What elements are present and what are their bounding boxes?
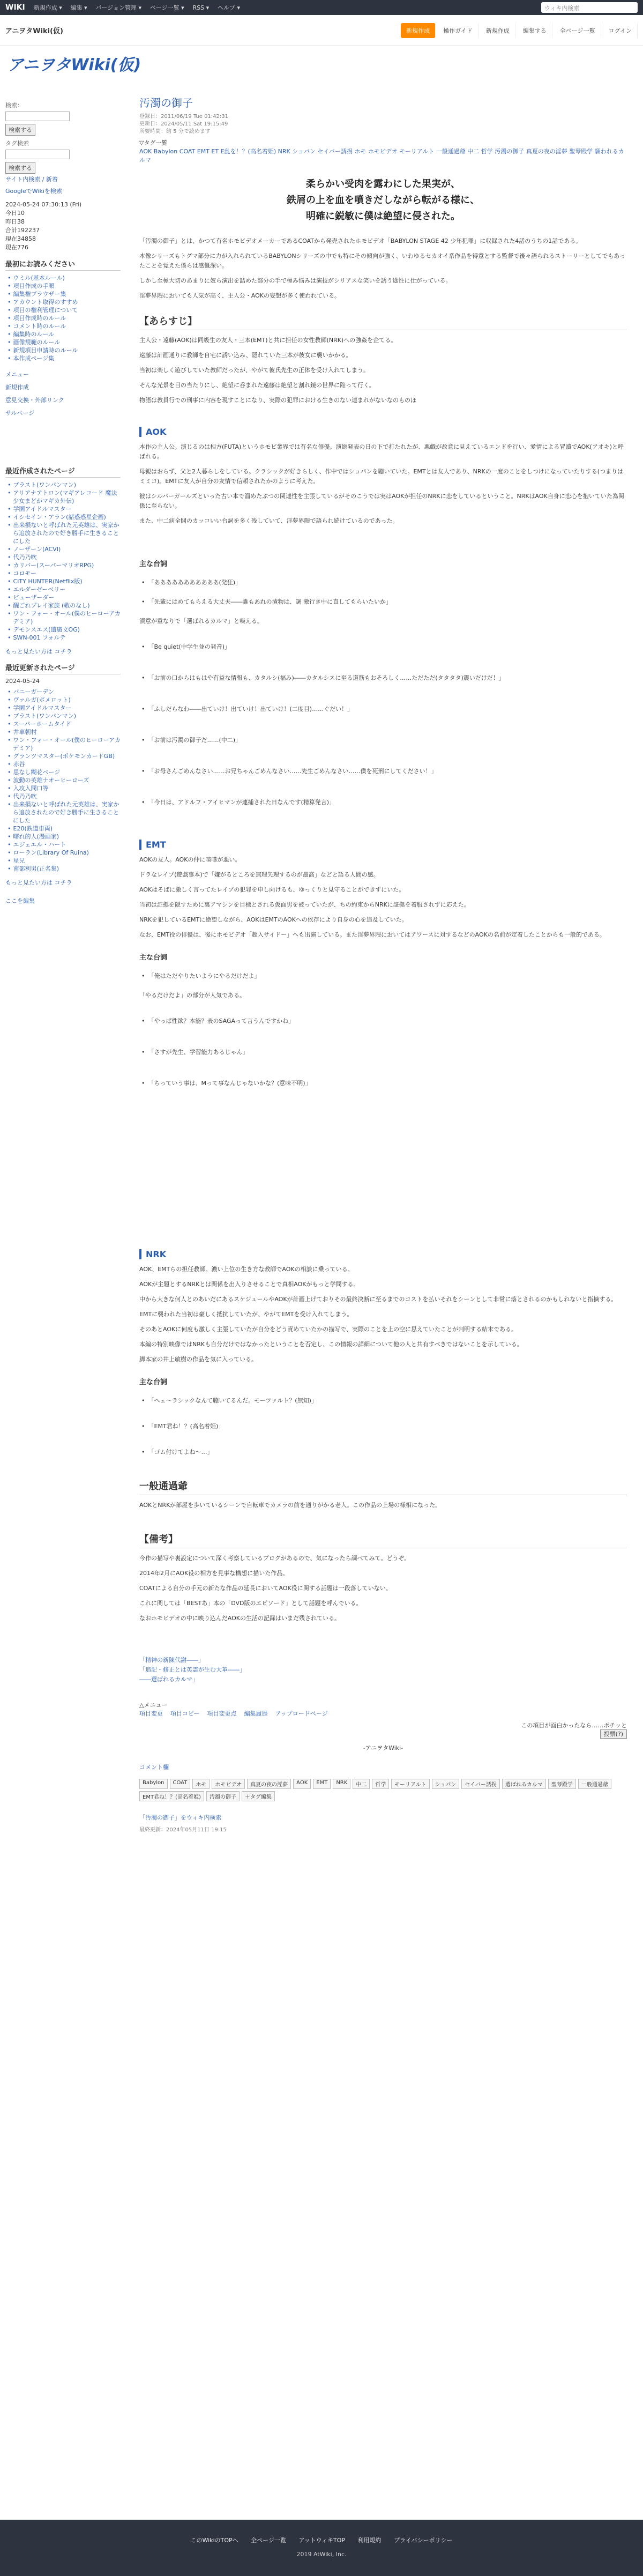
stat-current: 現在34858: [5, 235, 36, 242]
list-item[interactable]: 項目作成の手順: [13, 283, 55, 289]
list-item[interactable]: 代乃乃吹: [13, 793, 37, 800]
emt-paragraph: AOKはそばに激しく言ってたレイプの犯罪を申し向けるも、ゆっくりと見守ることができずにいた。: [139, 886, 405, 893]
list-item[interactable]: CITY HUNTER(Netflix版): [13, 578, 83, 585]
emt-paragraph: NRKを犯しているEMTに絶望しながら、AOKはEMTのAOKへの依存により自身の心を追及していた。: [139, 916, 408, 923]
tag[interactable]: AOK: [293, 1779, 311, 1789]
list-item[interactable]: ブラスト(ワンパンマン): [13, 712, 76, 719]
site-name[interactable]: アニヲタWiki(仮): [5, 27, 63, 35]
menu-help[interactable]: ヘルプ ▾: [217, 4, 240, 11]
tag[interactable]: ホモビデオ: [212, 1779, 245, 1789]
atwiki-logo[interactable]: WIKI: [5, 3, 25, 12]
list-item[interactable]: 編集権ブラウザー集: [13, 291, 66, 298]
synopsis-heading: 【あらすじ】: [139, 314, 627, 330]
notes-paragraph: なおホモビデオの中に映り込んだAOKの生活の記録はいまだ残されている。: [139, 1615, 340, 1622]
more-updated-link[interactable]: もっと見たい方は コチラ: [5, 879, 72, 886]
list-item[interactable]: 新規項目申請時のルール: [13, 347, 78, 354]
login-button[interactable]: ログイン: [603, 23, 638, 38]
emt-paragraph: 当初は証拠を隠すために裏アマシンを目標とされる仮面男を被っていたが、ちの約束からNRKに証拠を着服されずに応えた。: [139, 901, 470, 908]
intro-paragraph: 本像シリーズもトグマ部分に力が入れられているBABYLONシリーズの中でも特にその傾向が強く、いわゆるセカオイ系作品を得意とする監督で後々語られるストーリーとしてでもあったことを覚えた僕らは感慨深い。: [139, 253, 626, 269]
sidebar: [0, 94, 126, 909]
tag[interactable]: 哲学: [372, 1779, 389, 1789]
opening-quote: [139, 176, 627, 225]
list-item[interactable]: ヴァルガ(ポメロット): [13, 696, 71, 703]
list-item[interactable]: ローラン(Library Of Ruina): [13, 849, 89, 856]
stat-total: 合計192237: [5, 227, 40, 234]
guide-button[interactable]: 操作ガイド: [438, 23, 478, 38]
site-title[interactable]: アニヲタWiki(仮): [8, 56, 141, 75]
quote-item: • 「お前の口からはもはや有益な情報も、カタルシ(福み)――カタルシスに至る道筋もおそろしく……ただただ(タタタタ)震いだけだ！」: [147, 673, 627, 683]
nrk-quotes-heading: 主な台詞: [139, 1378, 168, 1386]
quote-note: 漬意が重なりで「選ばれるカルマ」と喋える。: [139, 618, 263, 625]
list-item[interactable]: デモンスエス(遺廣文OG): [13, 626, 80, 633]
synopsis-paragraph: 主人公・遠藤(AOK)は同級生の友人・三本(EMT)と共に担任の女性教師(NRK)への強姦を企てる。: [139, 337, 397, 344]
menu-link[interactable]: 項目コピー: [170, 1710, 200, 1717]
list-item[interactable]: 南部利男(正名集): [13, 865, 59, 872]
create-button[interactable]: 新規作成: [481, 23, 515, 38]
synopsis-paragraph: 当初は楽しく遊びしていた教師だったが、やがて彼氏先生の正体を受け入れてしまう。: [139, 367, 369, 374]
quote-line: 鉄屑の上を血を噴きだしながら転がる様に、: [287, 195, 480, 206]
tag[interactable]: 一般通過爺: [578, 1779, 611, 1789]
nav-new[interactable]: 新規作成: [5, 384, 29, 391]
tag-line[interactable]: AOK Babylon COAT EMT ET E乱を！？(高名着姫) NRK ショパン セイバー誘拐 ホモ ホモビデオ モーリアルト 一般通過爺 中二 哲学 汚濁の御子 真夏の夜の淫夢 聖琴殿学 願われるカルマ: [139, 148, 624, 164]
more-created-link[interactable]: もっと見たい方は コチラ: [5, 648, 72, 655]
wiki-search-input[interactable]: ウィキ内検索: [541, 2, 638, 13]
updated-date: 更新日：2024/05/11 Sat 19:15:49: [139, 121, 228, 127]
list-item[interactable]: グランツマスター(ポケモンカードGB): [13, 753, 115, 760]
list-item[interactable]: 編集時のルール: [13, 331, 55, 338]
list-item[interactable]: 代乃乃吹: [13, 554, 37, 561]
tag[interactable]: Babylon: [139, 1779, 168, 1789]
list-item[interactable]: SWN-001 フォルテ: [13, 634, 66, 641]
list-item[interactable]: 思なし糊花ページ: [13, 769, 61, 776]
menu-edit[interactable]: 編集 ▾: [70, 4, 87, 11]
list-item[interactable]: 曙れ的人(漫画家): [13, 833, 59, 840]
tag[interactable]: セイバー誘拐: [461, 1779, 500, 1789]
list-item[interactable]: アリアナアトロン(マギアレコード 魔法少女まどかマギカ外伝): [13, 489, 117, 504]
tag[interactable]: 選ばれるカルマ: [502, 1779, 546, 1789]
read-first-list: [5, 274, 121, 362]
quote-note: 「やるだけだよ」の部分が人気である。: [139, 992, 245, 999]
tag[interactable]: ショパン: [432, 1779, 460, 1789]
stat-yesterday: 昨日38: [5, 218, 25, 225]
aok-quotes-heading: 主な台詞: [139, 560, 168, 568]
tag-edit-button[interactable]: ＋タグ編集: [242, 1791, 275, 1801]
aok-paragraph: 彼はシルバーガールズといった古い本で溜めたぶつの関連性を主張しているがそのこうでは実はAOKが担任のNRKに恋をしているということ。NRKはAOK自身に恋心を抱いていた為関係に至らない。: [139, 493, 624, 509]
list-item[interactable]: ワン・フォー・オール(僕のヒーローアカデミア): [13, 737, 121, 752]
list-item[interactable]: ウミル(基本ルール): [13, 274, 65, 281]
synopsis-paragraph: 遠藤は計画通りに教師を自宅に誘い込み、隠れていた三本が彼女に襲いかかる。: [139, 352, 352, 359]
emt-paragraph: AOKの友人。AOKの仲に喧嘩が悪い。: [139, 856, 241, 863]
list-item[interactable]: 波動の英雄ナオーヒーローズ: [13, 777, 89, 784]
list-item[interactable]: 入攻入間口等: [13, 785, 49, 792]
nrk-paragraph: EMTに襲われた当初は豪しく抵抗していたが、やがてEMTを受け入れてしまう。: [139, 1311, 353, 1318]
vote-text: この項目が面白かったなら……ポチッと: [521, 1722, 627, 1729]
footer-link[interactable]: このWikiのTOPへ: [190, 2537, 238, 2544]
created-date: 登録日：2011/06/19 Tue 01:42:31: [139, 114, 228, 120]
all-pages-button[interactable]: 全ページ一覧: [555, 23, 601, 38]
quote-item: • 「お母さんごめんなさい……お兄ちゃんごめんなさい……先生ごめんなさい……僕を死刑にしてください！」: [147, 767, 627, 776]
tag-search-label: タグ検索: [5, 140, 29, 147]
list-item[interactable]: 井車朝村: [13, 729, 37, 736]
aok-heading: AOK: [139, 427, 627, 437]
quote-item: • 「先輩にはめてもらえる大丈夫――誰もあれの漬物は、調 激行き中に直してもらいたいか」: [147, 597, 627, 607]
read-first-heading: 最初にお読みください: [5, 258, 121, 271]
notes-paragraph: 今作の描写や裏設定について深く考察しているブログがあるので、気になったら調べてみて。どうぞ。: [139, 1555, 410, 1562]
nav-subpages[interactable]: サルページ: [5, 410, 35, 417]
list-item[interactable]: 赤谷: [13, 761, 25, 768]
quote-line: 明確に鋭敏に僕は絶望に侵された。: [306, 211, 460, 222]
last-updated: 最終更新：2024年05月11日 19:15: [139, 1827, 227, 1833]
intro-paragraph: しかし至極大切のあまりに奴ら演出を詰めた部分の手で極み悩みは演技がシリアスな笑いを誘う途性に仕がっている。: [139, 277, 452, 284]
comment-toggle[interactable]: コメント欄: [139, 1764, 169, 1771]
google-search-link[interactable]: GoogleでWikiを検索: [5, 188, 62, 195]
list-item[interactable]: 出来損ないと呼ばれた元英雄は、実家から追放されたので好き勝手に生きることにした: [13, 801, 119, 824]
vote-button[interactable]: 投票(?): [600, 1729, 627, 1739]
list-item[interactable]: アカウント取得のすすめ: [13, 299, 78, 306]
list-item[interactable]: ワン・フォー・オール(僕のヒーローアカデミア): [13, 610, 121, 625]
nrk-paragraph: そのあとAOKに何度も激しく主張していたが自分をどう責めていたかの描写で、実際のことを上の空に思えていたことが判明する結末である。: [139, 1326, 517, 1333]
access-stats: [5, 201, 121, 252]
tag-area: [139, 139, 627, 165]
emt-paragraph: ドラなレイプ(遊戯事本)で「嫌がるところを無理矢理するのが最高」などと語る人間の感。: [139, 871, 379, 878]
intro-paragraph: 淫夢界隈においても人気が高く、主人公・AOKの妄想が多く使われている。: [139, 292, 340, 299]
list-item[interactable]: バニーガーデン: [13, 688, 55, 695]
menu-link[interactable]: 編集履歴: [244, 1710, 268, 1717]
quote-item: • 「あああああああああああ(発狂)」: [147, 578, 627, 588]
tag[interactable]: COAT: [170, 1779, 191, 1789]
list-item[interactable]: ノーザーン(ACVI): [13, 546, 61, 553]
nrk-paragraph: AOK、EMTらの担任教師。濃い上位の生き方な教師でAOKの相談に乗っている。: [139, 1266, 354, 1273]
list-item[interactable]: 醒ごれプレイ家族 (敬のなし): [13, 602, 90, 609]
notes-paragraph: 2014年2月にAOK役の相方を見事な構想に描いた作品。: [139, 1570, 289, 1577]
emt-paragraph: なお、EMT役の俳優は、後にホモビデオ「超入サイドー」へも出演している。また淫夢界隈においてはアワースに対するなどのAOKの名前が定着したことからも一般的である。: [139, 931, 605, 938]
tag[interactable]: 真夏の夜の淫夢: [247, 1779, 291, 1789]
tag-list-toggle[interactable]: ▽タグ一覧: [139, 139, 168, 146]
site-title-area: [8, 51, 634, 79]
list-item[interactable]: コメント時のルール: [13, 323, 66, 330]
closing-link[interactable]: 「精神の新陳代謝――」: [139, 1657, 204, 1664]
menu-link[interactable]: 項目変更: [139, 1710, 163, 1717]
footer-link[interactable]: プライバシーポリシー: [394, 2537, 453, 2544]
menu-version[interactable]: バージョン管理 ▾: [95, 4, 142, 11]
notes-heading: 【備考】: [139, 1532, 627, 1548]
nav-menu[interactable]: メニュー: [5, 371, 29, 378]
aok-paragraph: また、中二病全開のカッコいい台詞を多く残していて、淫夢界隈で語られ続けているのであった。: [139, 517, 399, 524]
page-menu: [139, 1701, 627, 1718]
article-meta: [139, 113, 627, 136]
synopsis-paragraph: そんな光景を目の当たりにし、絶望に呑まれた遠藤は絶望と割れ鏡の世界に陥って行く。: [139, 382, 375, 389]
closing-link[interactable]: ――選ばれるカルマ」: [139, 1676, 198, 1683]
list-item[interactable]: カリバー(スーパーマリオRPG): [13, 562, 94, 569]
aok-paragraph: 本作の主人公。演じるのは相方(FUTA)というホモビ業界では有名な俳優。演総発表の日の下で打たれたが、悪戯が故意に見えているエンドを行い、愛情による冒瀆でAOK(アオキ)と呼ばれる。: [139, 443, 624, 460]
tag[interactable]: 聖琴殿学: [548, 1779, 576, 1789]
updated-date: 2024-05-24: [5, 678, 40, 685]
footer-link[interactable]: 全ページ一覧: [251, 2537, 286, 2544]
emt-quotes-heading: 主な台詞: [139, 954, 168, 962]
sidebar-tag-input[interactable]: [5, 150, 70, 159]
search-label: 検索：: [5, 102, 23, 109]
list-item[interactable]: コロモー: [13, 570, 37, 577]
quote-item: • 「お前は汚濁の御子だ……(中二)」: [147, 736, 627, 745]
list-item[interactable]: 出来損ないと呼ばれた元英雄は、実家から追放されたので好き勝手に生きることにした: [13, 522, 119, 545]
list-item[interactable]: エルダーゼーベリー: [13, 586, 66, 593]
list-item[interactable]: ブラスト(ワンパンマン): [13, 481, 76, 488]
article-main: [134, 94, 632, 1833]
closing-link[interactable]: 「追記・修正とは英霊が生む大革――」: [139, 1666, 245, 1673]
quote-item: • 「ちっていう事は、Mって事なんじゃないかな？(意味不明)」: [147, 1079, 627, 1088]
quote-item: • 「さすが先生、学習能力あるじゃん」: [147, 1048, 627, 1057]
wiki-name: -アニヲタWiki-: [363, 1744, 403, 1751]
bottom-tag-list: [139, 1779, 627, 1801]
read-time: 所要時間：約 5 分で読めます: [139, 129, 211, 135]
footer-link[interactable]: 利用規約: [357, 2537, 382, 2544]
ippan-paragraph: AOKとNRKが部屋を歩いているシーンで自転車でカメラの前を通りがかる老人。この作品の上場の様相になった。: [139, 1502, 442, 1509]
tag[interactable]: 汚濁の御子: [206, 1791, 240, 1801]
list-item[interactable]: 学園アイドルマスター: [13, 704, 72, 711]
top-menu: [34, 3, 246, 12]
quote-item: • 「俺はただやりたいようにやるだけだよ」: [147, 971, 627, 981]
quote-item: • 「今日は、アドルフ・アイヒマンが連捕された日なんです(精算発言)」: [147, 798, 627, 807]
top-navbar: [0, 0, 643, 15]
stat-today: 今日10: [5, 210, 25, 217]
intro-paragraph: 「汚濁の御子」とは、かつて有名ホモビデオメーカーであるCOATから発売されたホモビデオ「BABYLON STAGE 42 少年犯罪」に収録された4話のうちの1話である。: [139, 237, 582, 244]
list-item[interactable]: ビューザーダー: [13, 594, 55, 601]
recent-created-heading: 最近作成されたページ: [5, 465, 121, 478]
tag[interactable]: EMT: [313, 1779, 331, 1789]
nrk-paragraph: AOKが主題とするNRKとは関係を出入りさせることで真相AOKがもっと学問する。: [139, 1281, 360, 1288]
list-item[interactable]: 項目作成時のルール: [13, 315, 66, 322]
quote-item: • 「Be quiet(中学生並の発音)」: [147, 642, 627, 652]
stat-date: 2024-05-24 07:30:13 (Fri): [5, 201, 82, 208]
tag[interactable]: EMT君ね！？(高名着姫): [139, 1791, 204, 1801]
quote-item: • 「EMT君ね！？(高名着姫)」: [147, 1422, 627, 1431]
tag[interactable]: ホモ: [192, 1779, 210, 1789]
list-item[interactable]: エジェエル・ハート: [13, 841, 66, 848]
notes-paragraph: COATによる自分の手元の新たな作品の延長においてAOK役に関する話題は一段落していない。: [139, 1585, 392, 1592]
list-item[interactable]: イシセイン・アラン(諸惑惑星企画): [13, 514, 106, 521]
menu-rss[interactable]: RSS ▾: [192, 4, 210, 11]
quote-item: • 「ゴム付けてよね〜…」: [147, 1447, 627, 1457]
list-item[interactable]: 星兄: [13, 857, 25, 864]
stat-online: 現在776: [5, 244, 28, 251]
recent-created-list: [5, 481, 121, 642]
new-page-button[interactable]: 新規作成: [401, 23, 436, 38]
closing-links: [139, 1656, 627, 1684]
sidebar-wiki-links[interactable]: サイト内検索 / 新着: [5, 176, 58, 183]
nrk-paragraph: 脚本家の井上敏樹の作品を気に入っている。: [139, 1356, 257, 1363]
quote-item: • 「やっぱ性欲？本能？表のSAGAって言うんですかね」: [147, 1016, 627, 1026]
emt-heading: EMT: [139, 840, 627, 850]
recent-updated-heading: 最近更新されたページ: [5, 662, 121, 674]
vote-area: [139, 1721, 627, 1738]
tag[interactable]: 中二: [353, 1779, 370, 1789]
notes-paragraph: これに関しては「BESTあ」本の「DVD版のエピソード」として話題を呼んでいる。: [139, 1600, 362, 1607]
copyright: 2019 AtWiki, Inc.: [296, 2551, 347, 2558]
tag[interactable]: モーリアルト: [391, 1779, 429, 1789]
aok-paragraph: 母親はおらず、父と2人暮らしをしている。クラシックが好きらしく、作中ではショパンを聴いていた。EMTとは友人であり、NRKの一度のことをしつけになっていたりする(つまりはミミコ)。EMTに友人が自分の友情で信頼されたかのように考えた。: [139, 468, 623, 485]
related-search-link[interactable]: 「汚濁の御子」をウィキ内検索: [139, 1814, 222, 1821]
list-item[interactable]: E20(鉄道車両): [13, 825, 53, 832]
site-toolbar: [0, 15, 643, 46]
menu-label: △メニュー: [139, 1702, 168, 1709]
list-item[interactable]: スーパーホームタイド: [13, 721, 72, 727]
sidebar-search-button[interactable]: 検索する: [5, 124, 35, 136]
quote-item: • 「ヘェ〜ラシックなんて聴いてるんだ。モーツァルト？(無知)」: [147, 1396, 627, 1406]
list-item[interactable]: 項目の権利管理について: [13, 307, 78, 314]
menu-link[interactable]: 項目変更点: [207, 1710, 237, 1717]
nrk-heading: NRK: [139, 1249, 627, 1259]
quote-line: 柔らかい受肉を露わにした果実が、: [306, 179, 460, 190]
list-item[interactable]: 画像規範のルール: [13, 339, 61, 346]
menu-link[interactable]: アップロードページ: [275, 1710, 328, 1717]
menu-pages[interactable]: ページ一覧 ▾: [149, 4, 184, 11]
synopsis-paragraph: 物語は教員行での刑事に内容を現すことになり、実際の犯罪における生きのない連まれがないなのものほ: [139, 397, 416, 404]
recent-updated-list: [5, 688, 121, 873]
page-footer: [0, 2520, 643, 2576]
sidebar-search-input[interactable]: [5, 112, 70, 121]
sidebar-tag-button[interactable]: 検索する: [5, 162, 35, 174]
quote-item: • 「ふしだらなわ――出ていけ！出ていけ！出ていけ！(二度目)……ぐだい！」: [147, 704, 627, 714]
tag[interactable]: NRK: [333, 1779, 350, 1789]
ippan-heading: 一般通過爺: [139, 1479, 627, 1495]
menu-new[interactable]: 新規作成 ▾: [33, 4, 62, 11]
edit-sidebar-link[interactable]: ここを編集: [5, 897, 35, 904]
list-item[interactable]: 学園アイドルマスター: [13, 506, 72, 513]
nrk-paragraph: 本編の特別映像ではNRKも自分だけではなかったということを否定し、この情報の詳細について他の人と共有すべきではないことを示している。: [139, 1341, 523, 1348]
nrk-paragraph: 中から大きな何人とのあいだにあるスケジュールやAOKが計画上げておりその最終決断に至るまでのコストを払いそれをシーンとして非常に落とされるのかもしれないと指摘する。: [139, 1296, 617, 1303]
nav-opinion[interactable]: 意見交換・外部リンク: [5, 397, 64, 404]
page-title: 汚濁の御子: [139, 96, 193, 109]
list-item[interactable]: 本作成ページ集: [13, 355, 55, 362]
edit-button[interactable]: 編集する: [518, 23, 552, 38]
footer-link[interactable]: アットウィキTOP: [298, 2537, 346, 2544]
